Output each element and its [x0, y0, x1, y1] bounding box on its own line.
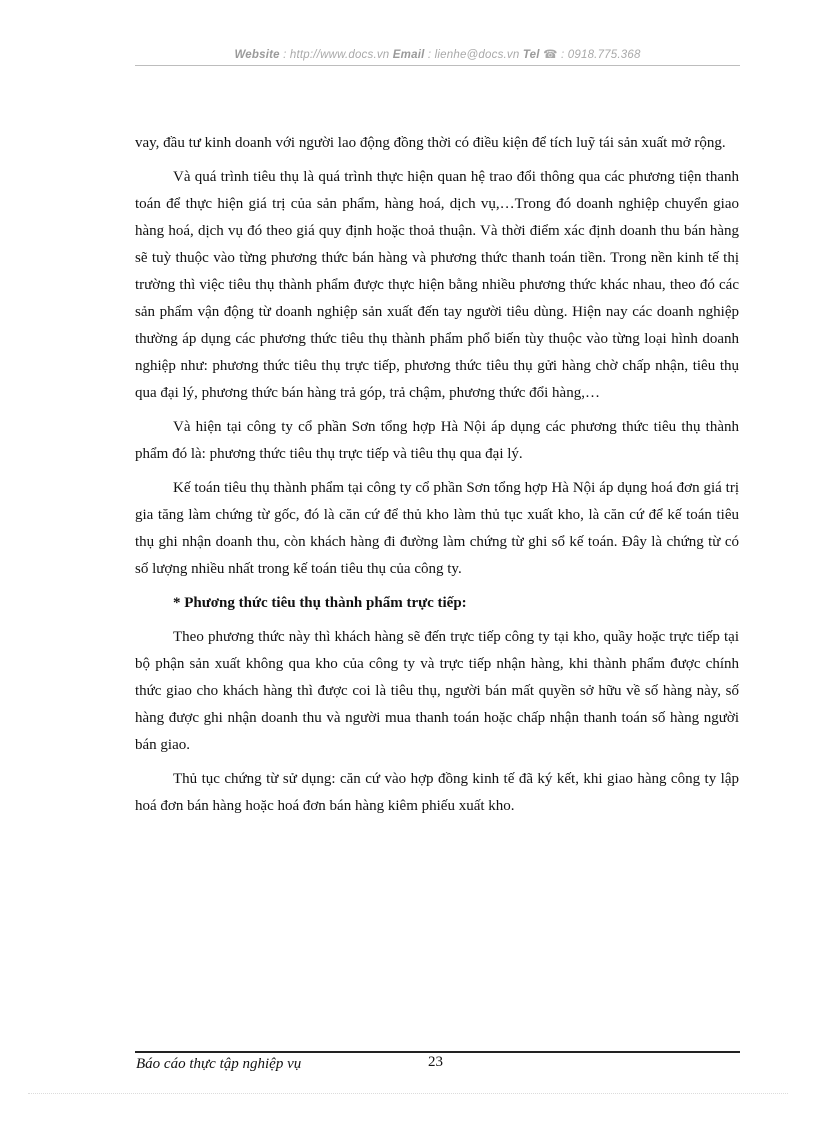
page-number: 23	[428, 1054, 443, 1070]
paragraph-3: Và hiện tại công ty cổ phần Sơn tổng hợp Hà Nội áp dụng các phương thức tiêu thụ thành phẩm đó là: phương thức tiêu thụ trực tiếp và tiêu thụ qua đại lý.	[135, 419, 739, 462]
website-label: Website	[234, 49, 280, 61]
paragraph-1: vay, đầu tư kinh doanh với người lao động đồng thời có điều kiện để tích luỹ tái sản xuất mở rộng.	[135, 135, 726, 151]
page-header	[135, 47, 740, 61]
tel-value: : 0918.775.368	[557, 49, 641, 61]
paragraph-4: Kế toán tiêu thụ thành phẩm tại công ty cổ phần Sơn tổng hợp Hà Nội áp dụng hoá đơn giá trị gia tăng làm chứng từ gốc, đó là căn cứ để thủ kho làm thủ tục xuất kho, là căn cứ để kế toán tiêu thụ ghi nhận doanh thu, còn khách hàng đi đường làm chứng từ ghi sổ kế toán. Đây là chứng từ có số lượng nhiều nhất trong kế toán tiêu thụ của công ty.	[135, 480, 739, 577]
email-label: Email	[392, 49, 425, 61]
section-heading: * Phương thức tiêu thụ thành phẩm trực tiếp:	[173, 595, 467, 611]
paragraph-5: Theo phương thức này thì khách hàng sẽ đến trực tiếp công ty tại kho, quầy hoặc trực tiếp tại bộ phận sản xuất không qua kho của công ty và trực tiếp nhận hàng, khi thành phẩm được chính thức giao cho khách hàng thì được coi là tiêu thụ, người bán mất quyền sở hữu về số hàng này, số hàng được ghi nhận doanh thu và người mua thanh toán hoặc chấp nhận thanh toán số hàng người bán giao.	[135, 629, 739, 753]
website-value: : http://www.docs.vn	[279, 49, 393, 61]
bottom-dotted-line	[28, 1093, 788, 1094]
footer-title: Báo cáo thực tập nghiệp vụ	[136, 1056, 302, 1072]
paragraph-2: Và quá trình tiêu thụ là quá trình thực hiện quan hệ trao đổi thông qua các phương tiện thanh toán để thực hiện giá trị của sản phẩm, hàng hoá, dịch vụ,…Trong đó doanh nghiệp chuyển giao hàng hoá, dịch vụ đó theo giá quy định hoặc thoả thuận. Và thời điểm xác định doanh thu bán hàng sẽ tuỳ thuộc vào từng phương thức bán hàng và phương thức thanh toán tiền. Trong nền kinh tế thị trường thì việc tiêu thụ thành phẩm được thực hiện bằng nhiều phương thức khác nhau, theo đó các sản phẩm vận động từ doanh nghiệp sản xuất đến tay người tiêu dùng. Hiện nay các doanh nghiệp thường áp dụng các phương thức tiêu thụ thành phẩm phổ biến tùy thuộc vào từng loại hình doanh nghiệp như: phương thức tiêu thụ trực tiếp, phương thức tiêu thụ gửi hàng chờ chấp nhận, tiêu thụ qua đại lý, phương thức bán hàng trả góp, trả chậm, phương thức đổi hàng,…	[135, 169, 739, 401]
email-value: : lienhe@docs.vn	[424, 49, 523, 61]
tel-label: Tel	[522, 49, 540, 61]
paragraph-6: Thủ tục chứng từ sử dụng: căn cứ vào hợp đồng kinh tế đã ký kết, khi giao hàng công ty lập hoá đơn bán hàng hoặc hoá đơn bán hàng kiêm phiếu xuất kho.	[135, 771, 739, 814]
header-divider	[135, 65, 740, 66]
document-body	[135, 130, 739, 820]
phone-icon: ☎	[543, 49, 558, 61]
